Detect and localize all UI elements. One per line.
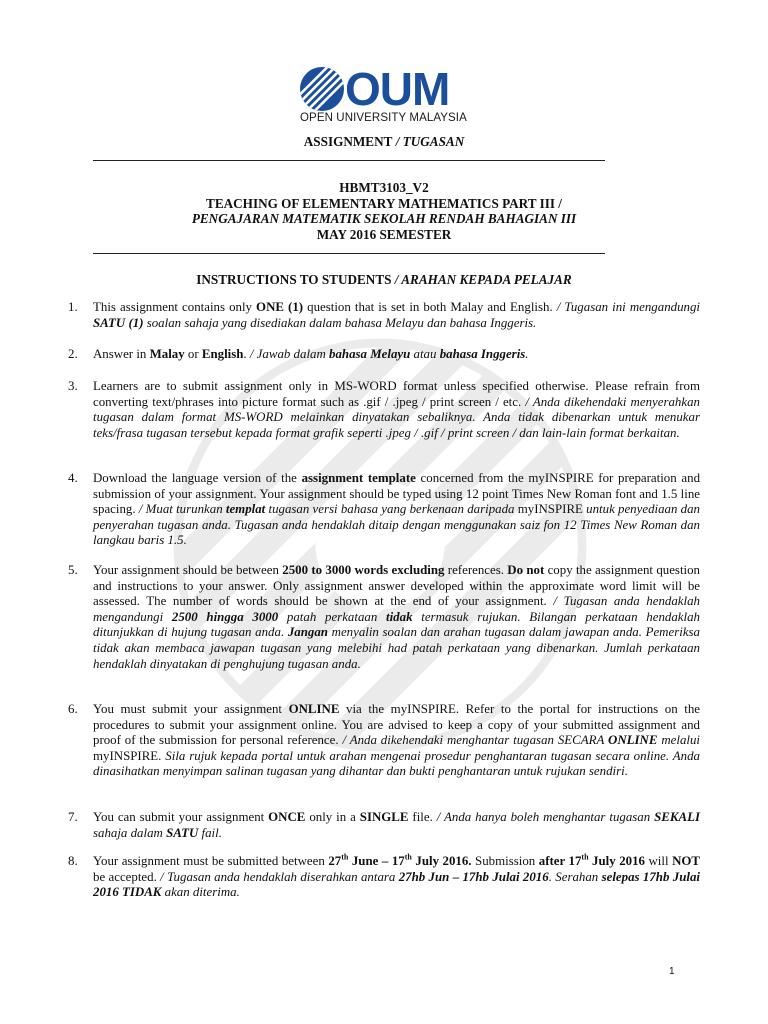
divider [93,253,605,254]
instructions-title: INSTRUCTIONS TO STUDENTS / ARAHAN KEPADA PELAJAR [196,272,572,287]
course-code: HBMT3103_V2 [339,180,429,195]
course-title-ms: PENGAJARAN MATEMATIK SEKOLAH RENDAH BAHAGIAN III [191,211,577,226]
logo-wordmark: OUM [345,63,450,115]
page-number: 1 [669,966,675,977]
assignment-heading: ASSIGNMENT / TUGASAN [303,134,465,149]
document-page: OUM OPEN UNIVERSITY MALAYSIA ASSIGNMENT / TUGASAN HBMT3103_V2 TEACHING OF ELEMENTARY MATHEMATICS PART III / PENGAJARAN MATEMATIK SEKOLAH RENDAH BAHAGIAN III MAY 2016 SEMESTER INSTRUCTIONS TO STUDENTS / ARAHAN KEPADA PELAJAR 1. This assignment contains only ONE (1) question that is set in both Malay and English. / Tugasan ini mengandungi SATU (1) soalan sahaja yang disediakan dalam bahasa Melayu dan bahasa Inggeris. 2. Answer in Malay or English. / Jawab dalam bahasa Melayu atau bahasa Inggeris. 3. Learners are to submit assignment only in MS-WORD format unless specified otherwise. Please refrain from converting text/phrases into picture format such as .gif / .jpeg / print screen / etc. / Anda dikehendaki menyerahkan tugasan dalam format MS-WORD melainkan dinyatakan sebaliknya. Anda tidak dibenarkan untuk menukar teks/frasa tugasan tersebut kepada format grafik seperti .jpeg / .gif / print screen / dan lain-lain format berkaitan. 4. Download the language version of the assignment template concerned from the myINSPIRE for preparation and submission of your assignment. Your assignment should be typed using 12 point Times New Roman font and 1.5 line spacing. / Muat turunkan templat tugasan versi bahasa yang berkenaan daripada myINSPIRE untuk penyediaan dan penyerahan tugasan anda. Tugasan anda hendaklah ditaip dengan menggunakan saiz fon 12 Times New Roman dan langkau baris 1.5. 5. Your assignment should be between 2500 to 3000 words excluding references. Do not copy the assignment question and instructions to your answer. Only assignment answer developed within the approximate word limit will be assessed. The number of words should be shown at the end of your assignment. / Tugasan anda hendaklah mengandungi 2500 hingga 3000 patah perkataan tidak termasuk rujukan. Bilangan perkataan hendaklah ditunjukkan di hujung tugasan anda. Jangan menyalin soalan dan arahan tugasan dalam jawapan anda. Pemeriksa tidak akan membaca jawapan tugasan yang melebihi had patah perkataan yang dibenarkan. Jumlah perkataan hendaklah dinyatakan di penghujung tugasan anda. 6. You must submit your assignment ONLINE via the myINSPIRE. Refer to the portal for instructions on the procedures to submit your assignment online. You are advised to keep a copy of your submitted assignment and proof of the submission for personal reference. / Anda dikehendaki menghantar tugasan SECARA ONLINE melalui myINSPIRE. Sila rujuk kepada portal untuk arahan mengenai prosedur penghantaran tugasan secara online. Anda dinasihatkan menyimpan salinan tugasan yang dihantar dan bukti penghantaran untuk rujukan sendiri. 7. You can submit your assignment ONCE only in a SINGLE file. / Anda hanya boleh menghantar tugasan SEKALI sahaja dalam SATU fail. 8. Your assignment must be submitted between 27th June – 17th July 2016. Submission after 17th July 2016 will NOT be accepted. / Tugasan anda hendaklah diserahkan antara 27hb Jun – 17hb Julai 2016. Serahan selepas 17hb Julai 2016 TIDAK akan diterima. 1 [0,0,768,1024]
oum-logo [299,63,469,136]
oum-globe-icon [299,66,345,112]
course-title-en: TEACHING OF ELEMENTARY MATHEMATICS PART III / [206,196,562,211]
divider [93,160,605,161]
semester: MAY 2016 SEMESTER [316,227,452,242]
logo-subtitle: OPEN UNIVERSITY MALAYSIA [300,112,467,124]
